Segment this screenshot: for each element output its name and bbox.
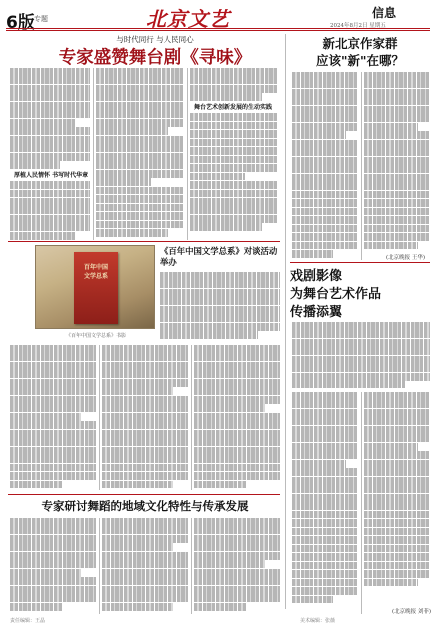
article-kicker: 与时代同行 与人民同心: [116, 35, 194, 44]
forum-body-col-2: [102, 345, 188, 490]
right-bottom-headline-line-1: 戏剧影像: [290, 269, 343, 284]
column-divider: [361, 392, 362, 614]
article-body-col-3: [190, 68, 278, 240]
right-bottom-byline: (北京晚报 刘菲): [392, 609, 432, 615]
column-divider: [361, 72, 362, 260]
right-top-body-col-1: [292, 72, 358, 260]
forum-body-col-1: [10, 345, 96, 490]
page-number: 6版: [6, 13, 35, 33]
book-cover-title-graphic: 百年中国 文学总系: [83, 264, 108, 280]
masthead: 北京文艺: [146, 7, 230, 31]
article-separator: [290, 262, 430, 263]
article-separator: [8, 241, 280, 242]
article-subhead: 厚植人民情怀 书写时代华章: [14, 172, 89, 180]
right-bottom-body-col-2: [364, 392, 430, 606]
header-rule-thin: [6, 30, 430, 31]
section-label: 专题: [34, 15, 48, 23]
right-bottom-headline-line-3: 传播添翼: [290, 305, 343, 320]
forum-body-col-3: [194, 345, 280, 490]
section-heading: 信息: [372, 6, 397, 20]
right-bottom-body-col-1: [292, 392, 358, 614]
forum-headline: 《百年中国文学总系》对谈活动举办: [160, 246, 278, 267]
right-bottom-headline-line-2: 为舞台艺术作品: [290, 287, 382, 302]
book-cover-photo: [35, 245, 155, 329]
column-divider: [191, 518, 192, 614]
right-top-body-col-2: [364, 72, 430, 260]
footer-editor: 责任编辑：王晶: [10, 618, 46, 624]
issue-date: 2024年8月2日 星期五: [330, 23, 386, 29]
right-article-kicker: 新北京作家群: [322, 36, 398, 51]
page-column-divider: [285, 34, 286, 609]
bottom-body-col-1: [10, 518, 96, 614]
column-divider: [187, 68, 188, 240]
column-divider: [93, 68, 94, 240]
bottom-article-headline: 专家研讨舞蹈的地域文化特性与传承发展: [41, 499, 249, 513]
column-divider: [99, 518, 100, 614]
column-divider: [191, 345, 192, 490]
column-divider: [99, 345, 100, 490]
bottom-body-col-3: [194, 518, 280, 614]
article-subhead: 舞台艺术创新发展的生动实践: [194, 104, 273, 112]
footer-designer: 美术编辑：张薇: [300, 618, 336, 624]
right-article-byline: (北京晚报 王华): [386, 255, 426, 261]
forum-body-right: [160, 272, 280, 342]
article-headline: 专家盛赞舞台剧《寻味》: [58, 48, 252, 68]
photo-caption: 《百年中国文学总系》书影: [65, 333, 126, 339]
right-bottom-body-lead: [292, 322, 430, 388]
bottom-body-col-2: [102, 518, 188, 614]
article-separator: [8, 494, 280, 495]
article-body-col-2: [96, 68, 184, 240]
article-body-col-1: [10, 68, 90, 240]
right-article-headline: 应该"新"在哪？: [315, 53, 405, 68]
header-rule: [6, 28, 430, 29]
